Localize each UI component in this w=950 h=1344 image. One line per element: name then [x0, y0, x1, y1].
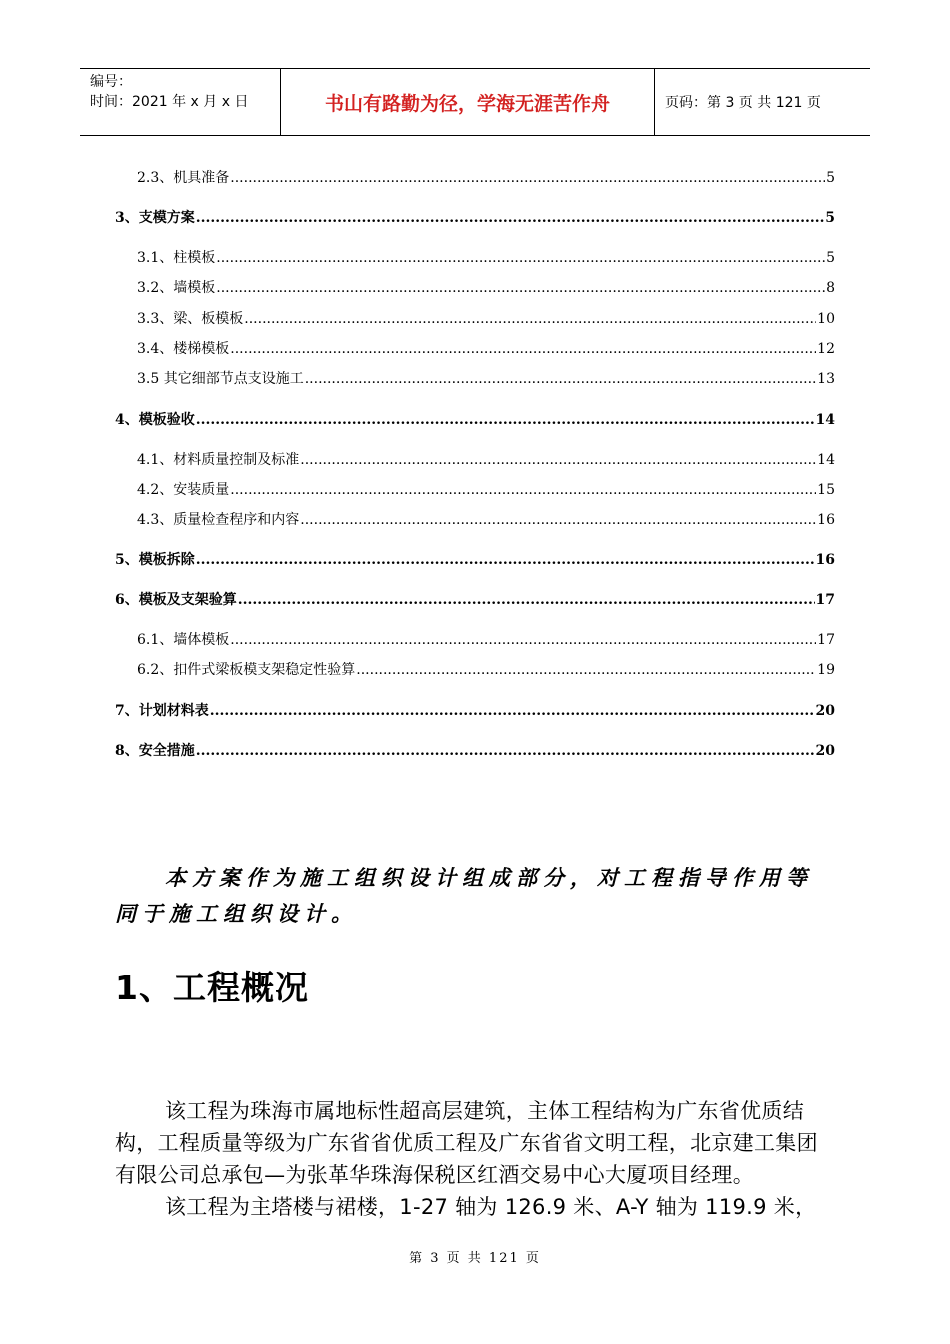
toc-leader-dots — [196, 550, 815, 570]
toc-entry-title: 3.3、梁、板模板 — [137, 311, 244, 327]
toc-entry-title: 6.1、墙体模板 — [137, 632, 230, 648]
toc-entry[interactable] — [115, 590, 835, 610]
toc-leader-dots — [356, 660, 816, 680]
toc-entry[interactable] — [137, 278, 835, 298]
toc-entry-page: 10 — [817, 311, 835, 327]
toc-entry-title: 8、安全措施 — [115, 743, 195, 759]
toc-leader-dots — [300, 450, 816, 470]
date-label: 时间：2021 年 x 月 x 日 — [90, 94, 249, 110]
toc-entry[interactable] — [115, 741, 835, 761]
toc-leader-dots — [305, 369, 816, 389]
toc-entry[interactable] — [137, 660, 835, 680]
toc-leader-dots — [244, 309, 816, 329]
toc-entry-title: 3.5 其它细部节点支设施工 — [137, 371, 304, 387]
toc-entry-page: 14 — [817, 452, 835, 468]
toc-entry-page: 13 — [817, 371, 835, 387]
toc-entry[interactable] — [137, 168, 835, 188]
toc-leader-dots — [238, 590, 815, 610]
toc-entry[interactable] — [137, 480, 835, 500]
toc-leader-dots — [196, 208, 825, 228]
toc-entry-page: 19 — [817, 662, 835, 678]
toc-entry[interactable] — [137, 510, 835, 530]
section-heading: 1、工程概况 — [115, 968, 309, 1007]
header-motto: 书山有路勤为径，学海无涯苦作舟 — [281, 69, 655, 135]
toc-entry-title: 6、模板及支架验算 — [115, 592, 237, 608]
toc-entry-title: 4、模板验收 — [115, 412, 195, 428]
page-footer: 第 3 页 共 121 页 — [409, 1251, 541, 1266]
toc-entry-title: 4.3、质量检查程序和内容 — [137, 512, 300, 528]
toc-entry-title: 5、模板拆除 — [115, 552, 195, 568]
body-paragraph: 该工程为珠海市属地标性超高层建筑，主体工程结构为广东省优质结构，工程质量等级为广东省省优质工程及广东省省文明工程，北京建工集团有限公司总承包—为张革华珠海保税区红酒交易中心大厦项目经理。 — [115, 1099, 818, 1187]
toc-entry-page: 8 — [826, 280, 835, 296]
toc-entry[interactable] — [137, 369, 835, 389]
preface-statement: 本方案作为施工组织设计组成部分，对工程指导作用等同于施工组织设计。 — [115, 865, 813, 926]
toc-leader-dots — [230, 168, 825, 188]
toc-entry-page: 17 — [815, 592, 835, 608]
toc-entry-page: 5 — [826, 170, 835, 186]
toc-entry-title: 2.3、机具准备 — [137, 170, 230, 186]
toc-leader-dots — [196, 741, 815, 761]
toc-entry-page: 5 — [825, 210, 835, 226]
toc-entry-title: 3.2、墙模板 — [137, 280, 216, 296]
toc-entry-page: 20 — [815, 703, 835, 719]
toc-leader-dots — [216, 278, 825, 298]
toc-leader-dots — [230, 339, 816, 359]
toc-entry[interactable] — [137, 339, 835, 359]
toc-entry[interactable] — [137, 309, 835, 329]
toc-entry[interactable] — [115, 410, 835, 430]
toc-leader-dots — [230, 630, 816, 650]
toc-entry-page: 20 — [815, 743, 835, 759]
toc-leader-dots — [230, 480, 816, 500]
header-page-info: 页码：第 3 页 共 121 页 — [665, 95, 821, 111]
toc-entry-title: 6.2、扣件式梁板模支架稳定性验算 — [137, 662, 356, 678]
toc-leader-dots — [216, 248, 825, 268]
toc-entry-title: 3、支模方案 — [115, 210, 195, 226]
toc-entry-page: 17 — [817, 632, 835, 648]
toc-entry[interactable] — [137, 248, 835, 268]
toc-leader-dots — [300, 510, 816, 530]
toc-entry-page: 16 — [815, 552, 835, 568]
toc-entry-page: 14 — [815, 412, 835, 428]
toc-entry-page: 16 — [817, 512, 835, 528]
toc-leader-dots — [210, 701, 815, 721]
code-label: 编号： — [90, 74, 132, 90]
toc-entry[interactable] — [115, 701, 835, 721]
toc-leader-dots — [196, 410, 815, 430]
toc-entry[interactable] — [115, 208, 835, 228]
toc-entry-page: 15 — [817, 482, 835, 498]
toc-entry-page: 5 — [826, 250, 835, 266]
body-paragraph: 该工程为主塔楼与裙楼，1-27 轴为 126.9 米、A-Y 轴为 119.9 米， — [165, 1195, 817, 1219]
toc-entry-title: 4.2、安装质量 — [137, 482, 230, 498]
toc-entry[interactable] — [137, 450, 835, 470]
toc-entry-title: 4.1、材料质量控制及标准 — [137, 452, 300, 468]
toc-entry[interactable] — [137, 630, 835, 650]
header-meta — [80, 69, 281, 135]
toc-entry-title: 7、计划材料表 — [115, 703, 209, 719]
section-body — [115, 1095, 835, 1223]
page-header — [80, 68, 870, 136]
toc-entry-title: 3.4、楼梯模板 — [137, 341, 230, 357]
toc-entry[interactable] — [115, 550, 835, 570]
toc-entry-page: 12 — [817, 341, 835, 357]
toc-entry-title: 3.1、柱模板 — [137, 250, 216, 266]
